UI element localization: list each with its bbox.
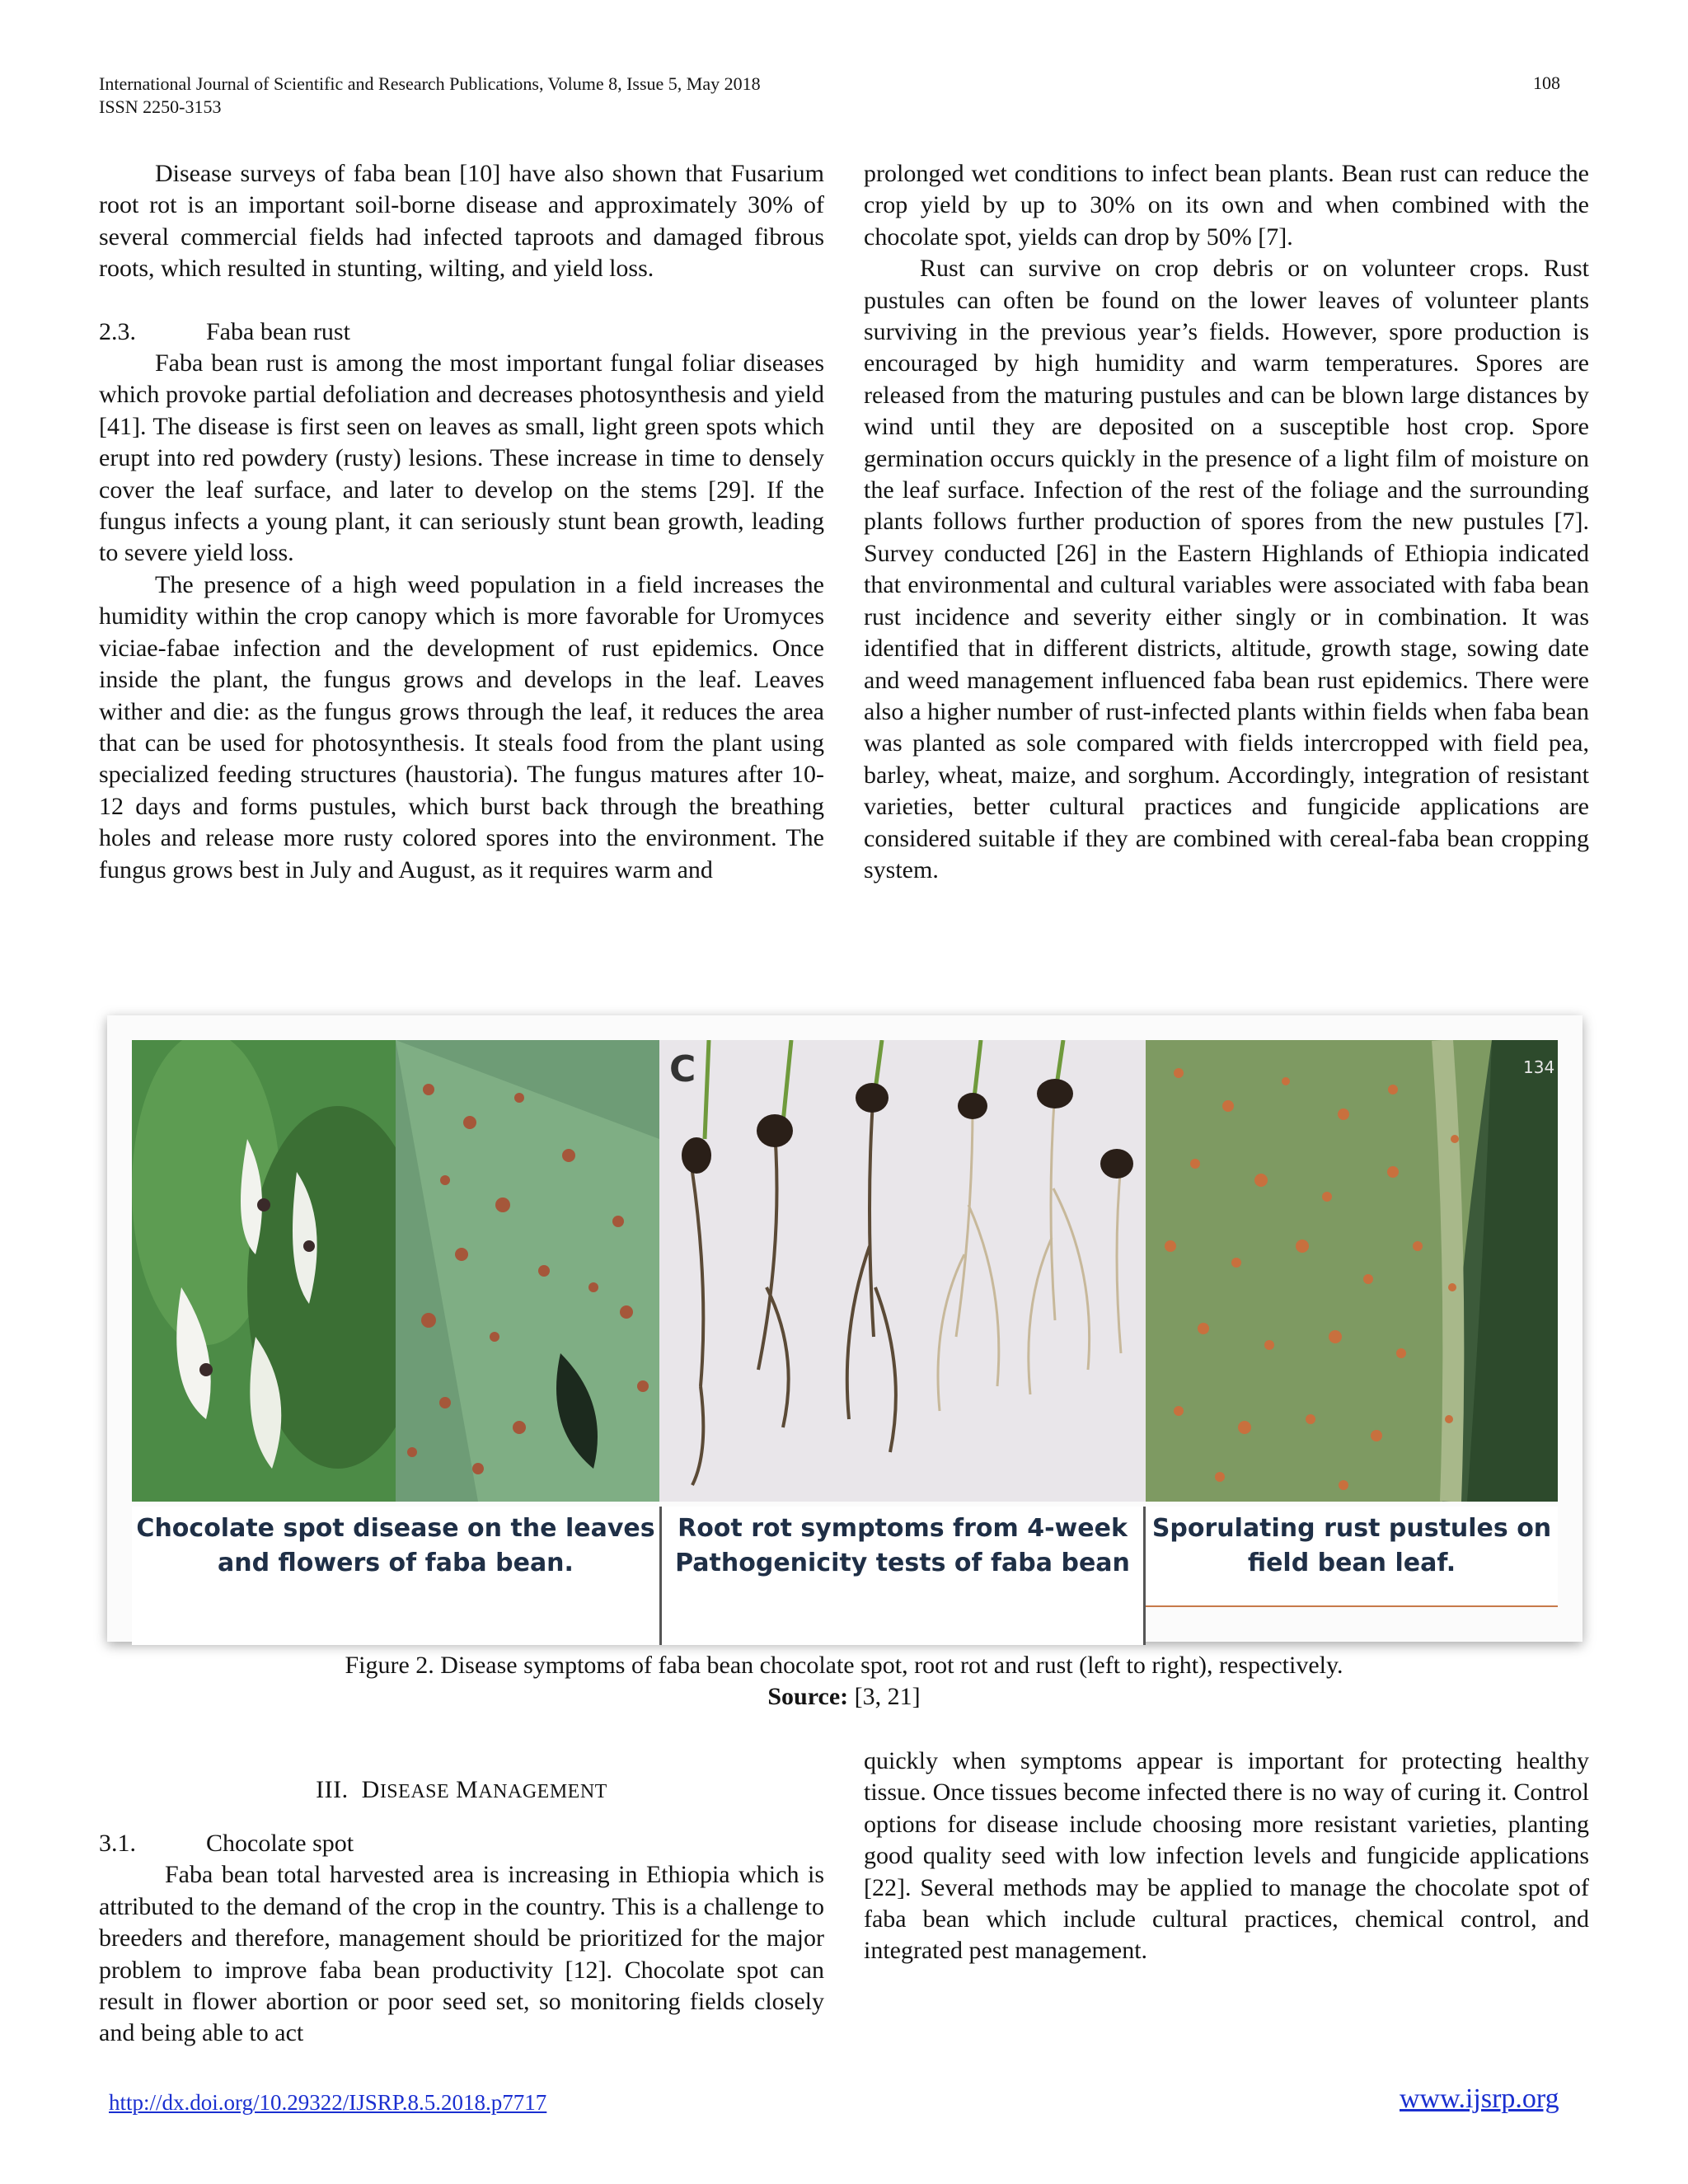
caption-rust <box>1146 1507 1558 1607</box>
paragraph: The presence of a high weed population in a field increases the humidity within the crop canopy which is more favorable for Uromyces viciae-fabae infection and the development of rust epidemics. Once inside the plant, the fungus grows and develops in the leaf. Leaves wither and die: as the fungus grows through the leaf, it reduces the area that can be used for photosynthesis. It steals food from the plant using specialized feeding structures (haustoria). The fungus matures after 10-12 days and forms pustules, which burst back through the breathing holes and release more rusty colored spores into the environment. The fungus grows best in July and August, as it requires warm and <box>99 570 824 883</box>
section-number: 2.3. <box>99 317 136 345</box>
paragraph: Disease surveys of faba bean [10] have also shown that Fusarium root rot is an important soil-borne disease and approximately 30% of several commercial fields had infected taproots and damaged fibrous roots, which resulted in stunting, wilting, and yield loss. <box>99 160 824 283</box>
section-heading-2-3 <box>99 316 824 348</box>
figure-caption <box>0 1650 1688 1713</box>
caption-text: Root rot symptoms from 4-week Pathogenicity tests of faba bean <box>675 1514 1130 1577</box>
source-refs: [3, 21] <box>854 1683 921 1710</box>
caption-text: Sporulating rust pustules on field bean leaf. <box>1151 1514 1552 1577</box>
paragraph: Rust can survive on crop debris or on volunteer crops. Rust pustules can often be found on the lower leaves of volunteer plants surviving in the previous year’s fields. However, spore production is encouraged by high humidity and warm temperatures. Spores are released from the maturing pustules and can be blown large distances by wind until they are deposited on a susceptible host crop. Spore germination occurs quickly in the presence of a light film of moisture on the leaf surface. Infection of the rest of the foliage and the surrounding plants follows further production of spores from the new pustules [7]. Survey conducted [26] in the Eastern Highlands of Ethiopia indicated that environmental and cultural variables were associated with faba bean rust incidence and severity either singly or in combination. It was identified that in different districts, altitude, growth stage, sowing date and weed management influenced faba bean rust epidemics. There were also a higher number of rust-infected plants within fields when faba bean was planted as sole compared with fields intercropped with field pea, barley, wheat, maize, and sorghum. Accordingly, integration of resistant varieties, better cultural practices and fungicide applications are considered suitable if they are combined with cereal-faba bean cropping system. <box>864 255 1589 883</box>
title-initial: D <box>361 1776 380 1803</box>
right-column-top <box>864 158 1589 886</box>
rust-leaf-photo <box>1146 1040 1558 1502</box>
figure-title: Figure 2. Disease symptoms of faba bean chocolate spot, root rot and rust (left to right), respectively. <box>345 1652 1343 1679</box>
title-initial: M <box>456 1776 479 1803</box>
left-column-top <box>99 158 824 886</box>
left-column-bottom <box>99 1828 824 2050</box>
source-label: Source: <box>767 1683 849 1710</box>
journal-title-line: International Journal of Scientific and Research Publications, Volume 8, Issue 5, May 2018 <box>99 73 761 94</box>
paragraph: Faba bean total harvested area is increasing in Ethiopia which is attributed to the demand of the crop in the country. This is a challenge to breeders and therefore, management should be prioritized for the major problem to improve faba bean productivity [12]. Chocolate spot can result in flower abortion or poor seed set, so monitoring fields closely and being able to act <box>99 1861 824 2047</box>
paragraph: Faba bean rust is among the most important fungal foliar diseases which provoke partial defoliation and decreases photosynthesis and yield [41]. The disease is first seen on leaves as small, light green spots which erupt into red powdery (rusty) lesions. These increase in time to densely cover the leaf surface, and later to develop on the stems [29]. If the fungus infects a young plant, it can seriously stunt bean growth, leading to severe yield loss. <box>99 349 824 567</box>
journal-header <box>99 73 761 119</box>
paragraph: prolonged wet conditions to infect bean plants. Bean rust can reduce the crop yield by up to 30% on its own and when combined with the chocolate spot, yields can drop by 50% [7]. <box>864 160 1589 251</box>
subsection-number: 3.1. <box>99 1830 136 1857</box>
subsection-heading-3-1 <box>99 1828 824 1859</box>
page-number: 108 <box>1533 73 1560 93</box>
title-rest: ANAGEMENT <box>478 1781 607 1802</box>
chocolate-spot-photo <box>132 1040 659 1502</box>
subsection-title: Chocolate spot <box>206 1830 354 1857</box>
section-roman-numeral: III. <box>316 1776 349 1803</box>
caption-text: Chocolate spot disease on the leaves and flowers of faba bean. <box>136 1514 655 1577</box>
issn-line: ISSN 2250-3153 <box>99 96 222 117</box>
panel-letter: C <box>669 1048 696 1090</box>
doi-link[interactable]: http://dx.doi.org/10.29322/IJSRP.8.5.2018.p7717 <box>109 2090 547 2115</box>
title-rest: ISEASE <box>379 1781 450 1802</box>
section-title: Faba bean rust <box>206 317 350 345</box>
root-rot-photo <box>659 1040 1146 1502</box>
caption-chocolate-spot <box>132 1507 662 1645</box>
paragraph: quickly when symptoms appear is important for protecting healthy tissue. Once tissues become infected there is no way of curing it. Control options for disease include choosing more resistant varieties, planting good quality seed with low infection levels and fungicide applications [22]. Several methods may be applied to manage the chocolate spot of faba bean which include cultural practices, chemical control, and integrated pest management. <box>864 1747 1589 1965</box>
section-heading-3 <box>99 1776 824 1804</box>
right-column-bottom <box>864 1746 1589 1967</box>
figure-2 <box>107 1015 1582 1642</box>
caption-root-rot <box>662 1507 1146 1645</box>
journal-site-link[interactable]: www.ijsrp.org <box>1400 2083 1559 2114</box>
figure-source <box>0 1681 1688 1713</box>
panel-corner-mark: 134 <box>1523 1057 1555 1077</box>
